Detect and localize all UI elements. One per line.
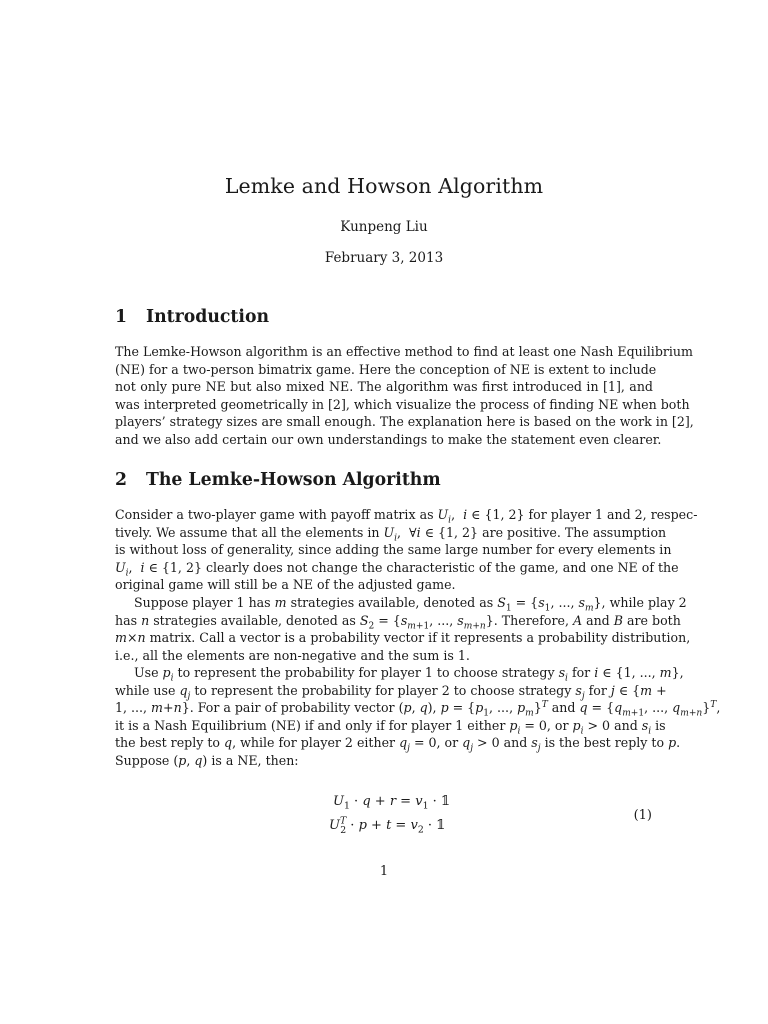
paragraph-nash-definition: Use $p_i$ to represent the probability for player 1 to choose strategy $s_i$ for i ∈ {1, ..., m}, while use $q_j$ to represent the probability for player 2 to choose strategy $s_j$ for j ∈ {m + 1, ..., m+n}. For a pair of probability vector (p, q), $p = \{p_1$, ..., $p_m\}^T$ and $q = \{q_{m+1}$, ..., $q_{m+n}\}^T$, it is a Nash Equilibrium (NE) if and only if for player 1 either $p_i = 0$, or $p_i > 0$ and $s_i$ is the best reply to q, while for player 2 either $q_j = 0$, or $q_j > 0$ and $s_j$ is the best reply to p. Suppose (p, q) is a NE, then: [115,665,721,768]
equation-line-1: $U_1 \cdot q + r = v_1$ · 𝟙 [333,794,450,812]
equation-number: (1) [633,808,652,823]
author-name: Kunpeng Liu [340,219,428,235]
section-number: 2 [115,470,128,490]
section-heading-lemke-howson [115,470,441,490]
paragraph-introduction: The Lemke-Howson algorithm is an effective method to find at least one Nash Equilibrium (NE) for a two-person bimatrix game. Here the conception of NE is extent to include not only pure NE but also mixed NE. The algorithm was first introduced in [1], and was interpreted geometrically in [2], which visualize the process of finding NE when both players’ strategy sizes are small enough. The explanation here is based on the work in [2], and we also add certain our own understandings to make the statement even clearer. [115,344,694,447]
section-heading-introduction [115,307,269,327]
paper-date: February 3, 2013 [324,250,444,266]
paragraph-setup: Consider a two-player game with payoff matrix as $U_i$, i ∈ {1, 2} for player 1 and 2, respec- tively. We assume that all the elements in $U_i$, ∀i ∈ {1, 2} are positive. The assumption is without loss of generality, since adding the same large number for every elements in $U_i$, i ∈ {1, 2} clearly does not change the characteristic of the game, and one NE of the original game will still be a NE of the adjusted game. [115,507,698,593]
paragraph-strategies: Suppose player 1 has m strategies available, denoted as $S_1 = \{s_1$, ..., $s_m$}, while play 2 has n strategies available, denoted as $S_2 = \{s_{m+1}$, ..., $s_{m+n}$}. Therefore, A and B are both m×n matrix. Call a vector is a probability vector if it represents a probability distribution, i.e., all the elements are non-negative and the sum is 1. [115,595,691,663]
equation-line-2: $U^T_2 \cdot p + t = v_2$ · 𝟙 [329,815,446,836]
section-title: The Lemke-Howson Algorithm [146,470,441,490]
page-number: 1 [379,864,389,879]
section-title: Introduction [146,307,270,327]
paper-title: Lemke and Howson Algorithm [224,174,544,198]
section-number: 1 [115,307,128,327]
